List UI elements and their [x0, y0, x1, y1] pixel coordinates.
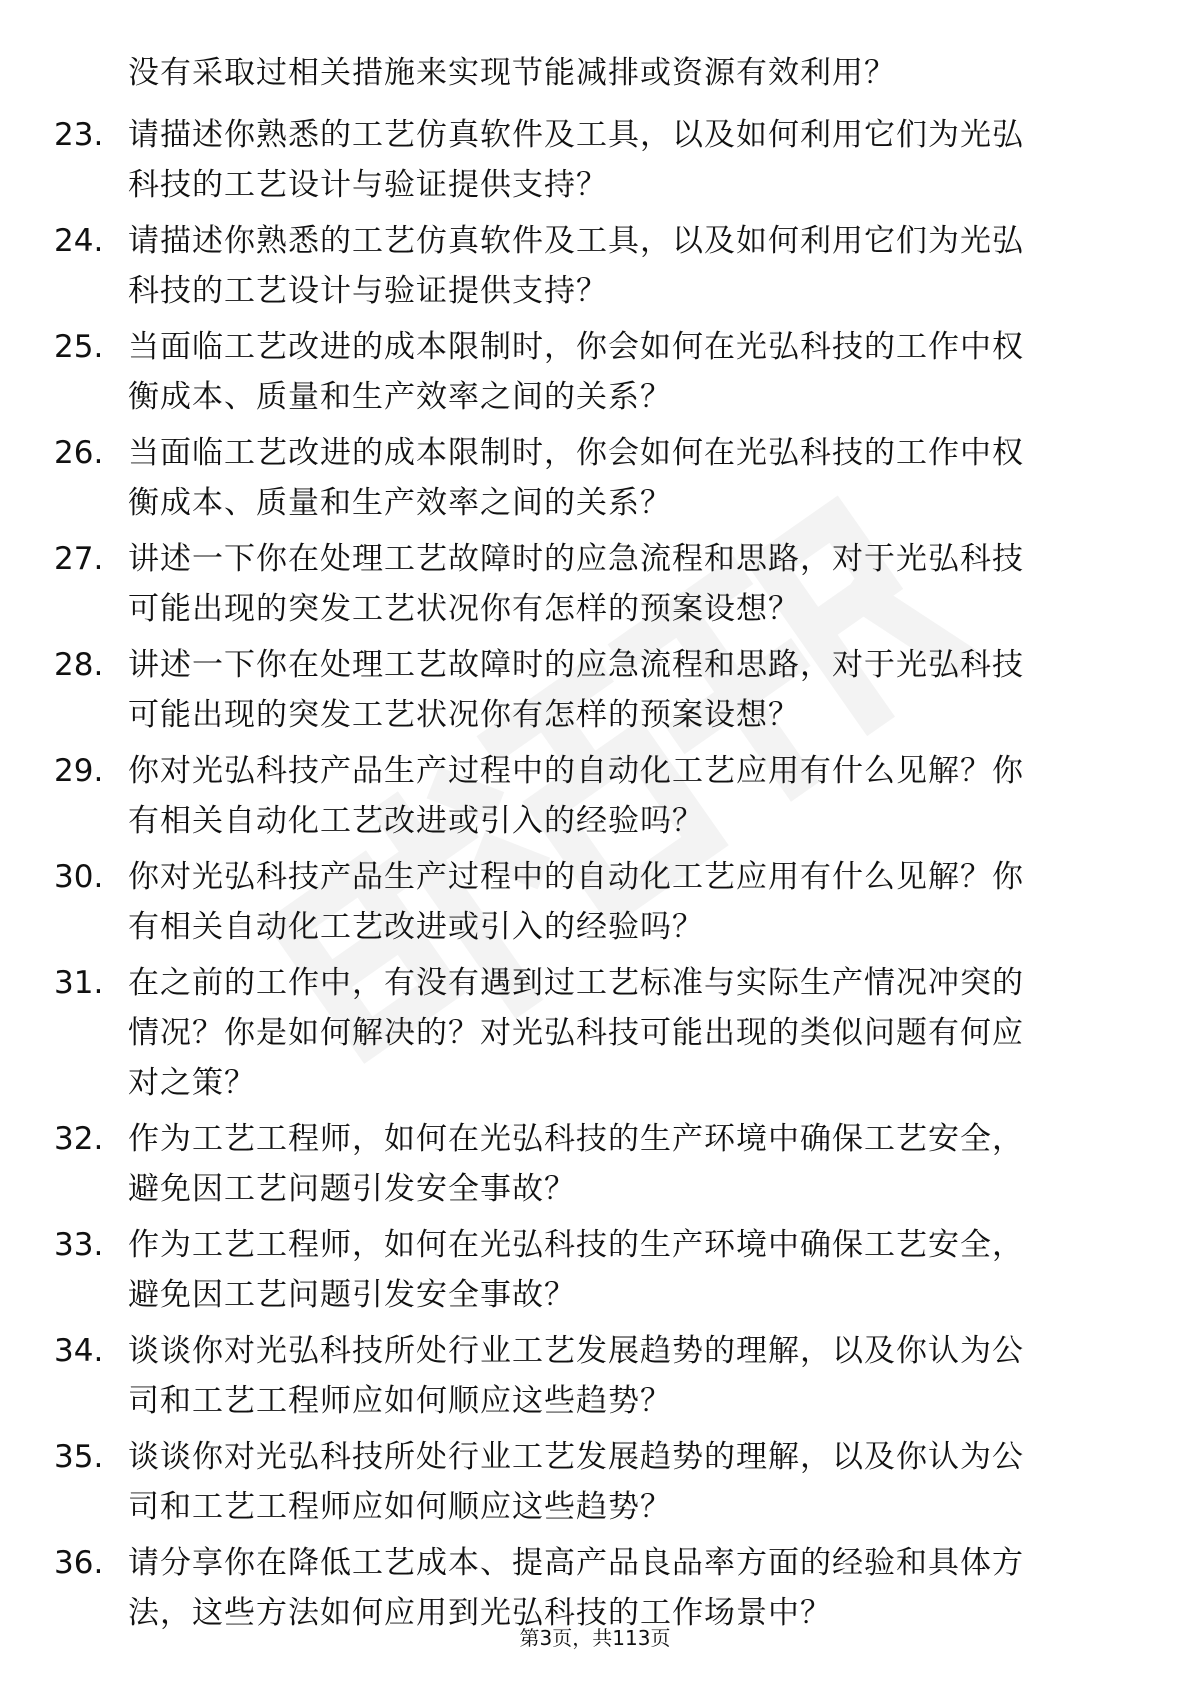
- question-text-line: 请分享你在降低工艺成本、提高产品良品率方面的经验和具体方: [128, 1545, 1024, 1581]
- question-text: [128, 958, 1128, 1108]
- question-item: [54, 958, 1134, 1108]
- question-text-line: 谈谈你对光弘科技所处行业工艺发展趋势的理解，以及你认为公: [128, 1333, 1024, 1369]
- question-text-line: 科技的工艺设计与验证提供支持？: [128, 273, 608, 309]
- question-list: [54, 110, 1134, 1644]
- question-text: [128, 110, 1128, 210]
- question-text: [128, 1326, 1128, 1426]
- question-text-line: 情况？你是如何解决的？对光弘科技可能出现的类似问题有何应: [128, 1015, 1024, 1051]
- question-number: 28.: [54, 647, 104, 683]
- question-text-line: 请描述你熟悉的工艺仿真软件及工具，以及如何利用它们为光弘: [128, 223, 1024, 259]
- question-item: [54, 1538, 1134, 1638]
- question-text-line: 请描述你熟悉的工艺仿真软件及工具，以及如何利用它们为光弘: [128, 117, 1024, 153]
- question-text-line: 作为工艺工程师，如何在光弘科技的生产环境中确保工艺安全，: [128, 1121, 1024, 1157]
- question-text-line: 在之前的工作中，有没有遇到过工艺标准与实际生产情况冲突的: [128, 965, 1024, 1001]
- question-text-line: 当面临工艺改进的成本限制时，你会如何在光弘科技的工作中权: [128, 329, 1024, 365]
- question-item: [54, 1326, 1134, 1426]
- question-item: [54, 852, 1134, 952]
- page-footer: 第3页，共113页: [519, 1626, 671, 1650]
- question-text-line: 可能出现的突发工艺状况你有怎样的预案设想？: [128, 591, 800, 627]
- question-text-line: 作为工艺工程师，如何在光弘科技的生产环境中确保工艺安全，: [128, 1227, 1024, 1263]
- question-item: [54, 322, 1134, 422]
- question-number: 25.: [54, 329, 104, 365]
- question-text-line: 衡成本、质量和生产效率之间的关系？: [128, 379, 672, 415]
- question-text: [128, 534, 1128, 634]
- question-text: [128, 322, 1128, 422]
- question-text-line: 讲述一下你在处理工艺故障时的应急流程和思路，对于光弘科技: [128, 647, 1024, 683]
- question-text: [128, 1220, 1128, 1320]
- question-item: [54, 110, 1134, 210]
- question-number: 23.: [54, 117, 104, 153]
- question-text-line: 司和工艺工程师应如何顺应这些趋势？: [128, 1489, 672, 1525]
- question-text: [128, 640, 1128, 740]
- question-number: 26.: [54, 435, 104, 471]
- question-text-line: 有相关自动化工艺改进或引入的经验吗？: [128, 803, 704, 839]
- question-number: 33.: [54, 1227, 104, 1263]
- question-text: [128, 746, 1128, 846]
- question-text-line: 科技的工艺设计与验证提供支持？: [128, 167, 608, 203]
- question-number: 27.: [54, 541, 104, 577]
- question-text-line: 有相关自动化工艺改进或引入的经验吗？: [128, 909, 704, 945]
- question-text-line: 法，这些方法如何应用到光弘科技的工作场景中？: [128, 1595, 832, 1631]
- question-text-line: 讲述一下你在处理工艺故障时的应急流程和思路，对于光弘科技: [128, 541, 1024, 577]
- question-item: [54, 216, 1134, 316]
- question-item: [54, 534, 1134, 634]
- question-number: 32.: [54, 1121, 104, 1157]
- question-text: [128, 1538, 1128, 1638]
- question-number: 24.: [54, 223, 104, 259]
- question-text: [128, 428, 1128, 528]
- question-number: 31.: [54, 965, 104, 1001]
- question-text: [128, 216, 1128, 316]
- question-item: [54, 1432, 1134, 1532]
- question-number: 30.: [54, 859, 104, 895]
- question-number: 35.: [54, 1439, 104, 1475]
- question-text-line: 可能出现的突发工艺状况你有怎样的预案设想？: [128, 697, 800, 733]
- question-text: [128, 852, 1128, 952]
- question-text-line: 你对光弘科技产品生产过程中的自动化工艺应用有什么见解？你: [128, 753, 1024, 789]
- question-text-line: 司和工艺工程师应如何顺应这些趋势？: [128, 1383, 672, 1419]
- question-text: [128, 1114, 1128, 1214]
- question-item: [54, 746, 1134, 846]
- question-number: 36.: [54, 1545, 104, 1581]
- question-text-line: 对之策？: [128, 1065, 256, 1101]
- question-item: [54, 1220, 1134, 1320]
- question-item: [54, 428, 1134, 528]
- question-text-line: 谈谈你对光弘科技所处行业工艺发展趋势的理解，以及你认为公: [128, 1439, 1024, 1475]
- question-text-line: 避免因工艺问题引发安全事故？: [128, 1277, 576, 1313]
- question-text: [128, 1432, 1128, 1532]
- question-text-line: 当面临工艺改进的成本限制时，你会如何在光弘科技的工作中权: [128, 435, 1024, 471]
- question-item: [54, 640, 1134, 740]
- question-text-line: 你对光弘科技产品生产过程中的自动化工艺应用有什么见解？你: [128, 859, 1024, 895]
- question-item: [54, 1114, 1134, 1214]
- question-text-line: 衡成本、质量和生产效率之间的关系？: [128, 485, 672, 521]
- question-number: 29.: [54, 753, 104, 789]
- question-text-line: 避免因工艺问题引发安全事故？: [128, 1171, 576, 1207]
- continued-question-text: 没有采取过相关措施来实现节能减排或资源有效利用？: [128, 55, 896, 91]
- question-number: 34.: [54, 1333, 104, 1369]
